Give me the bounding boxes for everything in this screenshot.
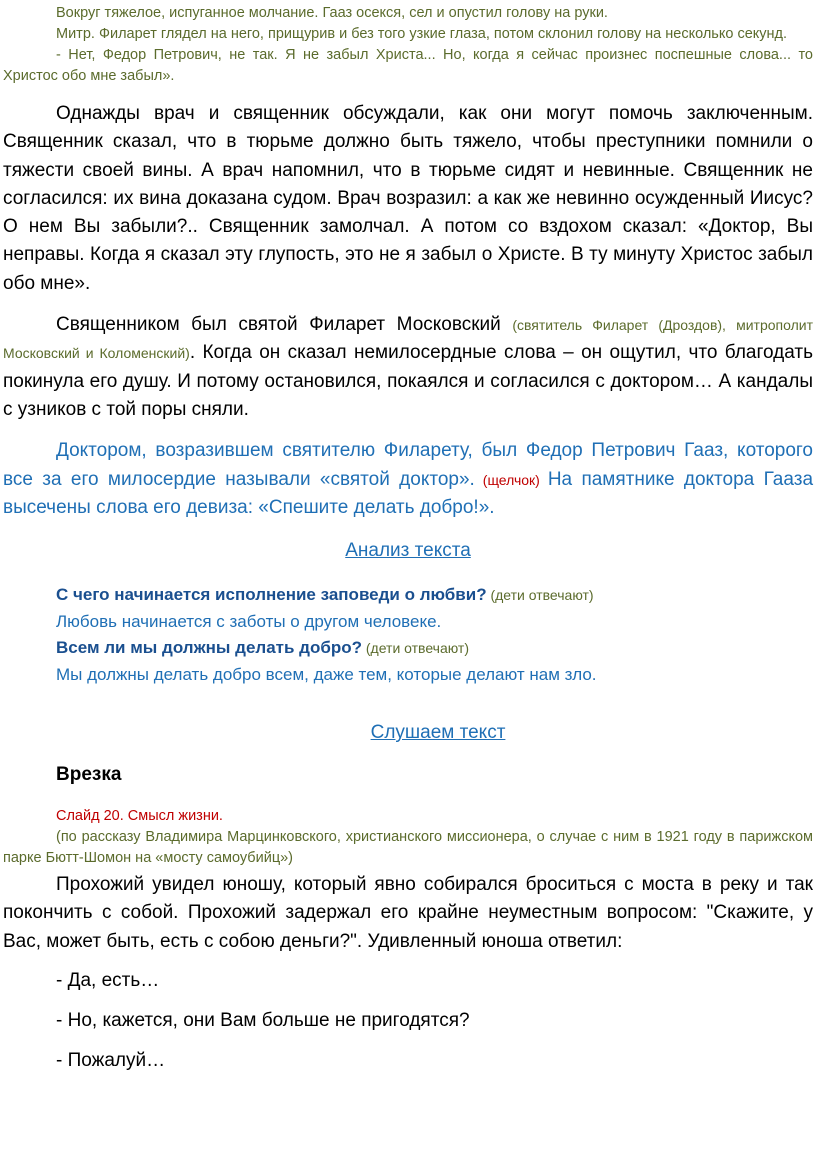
slide-label bbox=[3, 806, 813, 827]
paragraph-haaz bbox=[3, 437, 813, 522]
question-1-note: (дети отвечают) bbox=[486, 587, 594, 604]
filaret-start: Священником был святой Филарет Московский bbox=[56, 314, 513, 336]
intro-line-2: Митр. Филарет глядел на него, прищурив и без того узкие глаза, потом склонил голову на несколько секунд. bbox=[56, 26, 788, 42]
filaret-rest: . Когда он сказал немилосердные слова – он ощутил, что благодать покинула его душу. И потому остановился, покаялся и согласился с доктором… А кандалы с узников с той поры сняли. bbox=[3, 342, 813, 420]
intro-line-3: - Нет, Федор Петрович, не так. Я не забыл Христа... Но, когда я сейчас произнес поспешные слова... то Христос обо мне забыл». bbox=[3, 47, 813, 84]
dialog-line-1: - Да, есть… bbox=[56, 970, 160, 992]
analysis-link[interactable]: Анализ текста bbox=[345, 540, 471, 562]
vrezka-heading: Врезка bbox=[56, 764, 122, 786]
intro-block bbox=[3, 0, 813, 87]
filaret-note: (святитель Филарет (Дроздов), митрополит Московский и Коломенский) bbox=[3, 317, 813, 362]
haaz-rest: На памятнике доктора Гааза высечены слова его девиза: «Спешите делать добро!». bbox=[3, 468, 814, 518]
question-2 bbox=[3, 635, 813, 662]
slide-text: Слайд 20. Смысл жизни. bbox=[56, 808, 223, 825]
question-1 bbox=[3, 582, 813, 609]
answer-2: Мы должны делать добро всем, даже тем, которые делают нам зло. bbox=[56, 664, 597, 684]
dialog-line-2: - Но, кажется, они Вам больше не пригодятся? bbox=[56, 1010, 470, 1032]
source-block bbox=[3, 806, 813, 869]
click-marker: (щелчок) bbox=[474, 471, 548, 488]
dialog-line-3: - Пожалуй… bbox=[56, 1050, 166, 1072]
answer-1: Любовь начинается с заботы о другом человеке. bbox=[56, 611, 442, 631]
story-paragraph: Прохожий увидел юношу, который явно собирался броситься с моста в реку и так покончить с собой. Прохожий задержал его крайне неуместным вопросом: "Скажите, у Вас, может быть, есть с собою деньги?". Удивленный юноша ответил: bbox=[3, 874, 813, 952]
haaz-start: Доктором, возразившем святителю Филарету, был Федор Петрович Гааз, которого все за его милосердие называли «святой доктор». bbox=[3, 440, 813, 490]
source-note: (по рассказу Владимира Марцинковского, христианского миссионера, о случае с ним в 1921 году в парижском парке Бютт-Шомон на «мосту самоубийц») bbox=[3, 829, 813, 867]
paragraph-doctor-priest: Однажды врач и священник обсуждали, как они могут помочь заключенным. Священник сказал, что в тюрьме должно быть тяжело, чтобы преступники помнили о тяжести своей вины. А врач напомнил, что в тюрьме сидят и невинные. Священник не согласился: их вина доказана судом. Врач возразил: а как же невинно осужденный Иисус? О нем Вы забыли?.. Священник замолчал. А потом со вздохом сказал: «Доктор, Вы неправы. Когда я сказал эту глупость, это не я забыл о Христе. В ту минуту Христос забыл обо мне». bbox=[3, 103, 813, 294]
question-1-text: С чего начинается исполнение заповеди о любви? bbox=[56, 585, 487, 605]
qa-block bbox=[3, 582, 813, 688]
dialog-block bbox=[3, 970, 813, 1072]
paragraph-filaret bbox=[3, 311, 813, 424]
question-2-note: (дети отвечают) bbox=[362, 640, 470, 657]
question-2-text: Всем ли мы должны делать добро? bbox=[56, 638, 362, 658]
intro-line-1: Вокруг тяжелое, испуганное молчание. Гааз осекся, сел и опустил голову на руки. bbox=[56, 5, 608, 21]
listen-link[interactable]: Слушаем текст bbox=[370, 722, 506, 744]
